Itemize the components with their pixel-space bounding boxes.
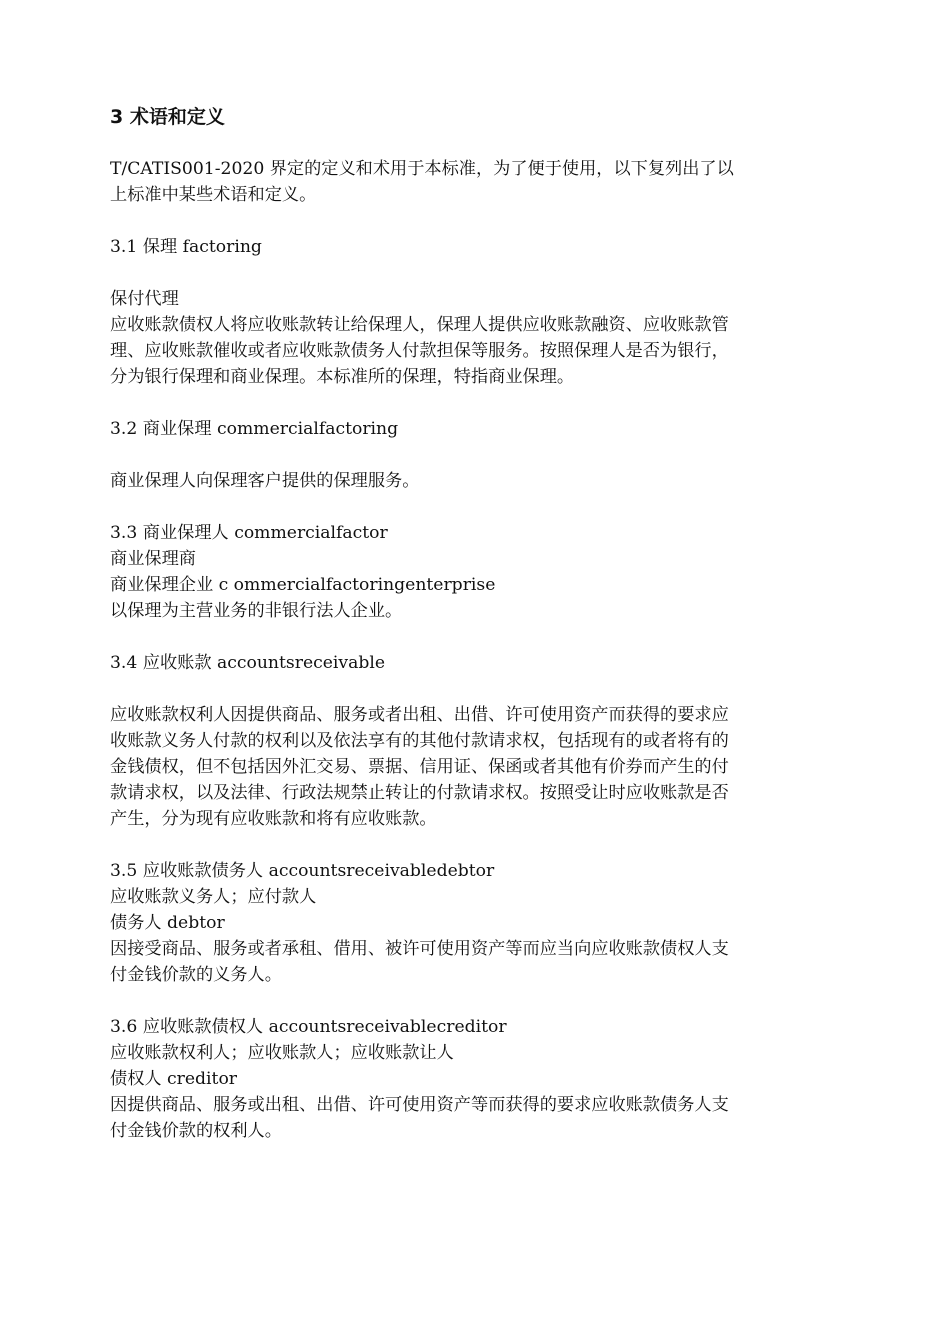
term-definition: 以保理为主营业务的非银行法人企业。 <box>110 601 403 621</box>
term-alternative: 债权人 creditor <box>110 1069 238 1089</box>
term-title: 3.2 商业保理 commercialfactoring <box>110 419 399 439</box>
term-3-3 <box>110 520 846 624</box>
definition-line: 付金钱价款的权利人。 <box>110 1121 282 1141</box>
term-title: 3.4 应收账款 accountsreceivable <box>110 653 386 673</box>
term-3-5 <box>110 858 846 988</box>
term-title: 3.6 应收账款债权人 accountsreceivablecreditor <box>110 1017 507 1037</box>
term-3-6 <box>110 1014 846 1144</box>
definition-line: 产生，分为现有应收账款和将有应收账款。 <box>110 809 437 829</box>
definition-line: 理、应收账款催收或者应收账款债务人付款担保等服务。按照保理人是否为银行， <box>110 341 729 361</box>
term-alternative: 应收账款权利人；应收账款人；应收账款让人 <box>110 1043 454 1063</box>
term-alternative: 应收账款义务人；应付款人 <box>110 887 317 907</box>
definition-line: 款请求权，以及法律、行政法规禁止转让的付款请求权。按照受让时应收账款是否 <box>110 783 729 803</box>
definition-line: 收账款义务人付款的权利以及依法享有的其他付款请求权，包括现有的或者将有的 <box>110 731 729 751</box>
intro-line: T/CATIS001-2020 界定的定义和术用于本标准，为了便于使用，以下复列出了以 <box>110 159 734 179</box>
term-title: 3.1 保理 factoring <box>110 237 262 257</box>
term-alternative: 商业保理企业 c ommercialfactoringenterprise <box>110 575 496 595</box>
term-3-2 <box>110 416 846 494</box>
term-alternative: 保付代理 <box>110 289 179 309</box>
term-alternative: 债务人 debtor <box>110 913 225 933</box>
term-title: 3.5 应收账款债务人 accountsreceivabledebtor <box>110 861 495 881</box>
intro-line: 上标准中某些术语和定义。 <box>110 185 317 205</box>
term-alternative: 商业保理商 <box>110 549 196 569</box>
section-heading: 3 术语和定义 <box>110 106 225 128</box>
document-page <box>110 104 846 1144</box>
definition-line: 金钱债权，但不包括因外汇交易、票据、信用证、保函或者其他有价券而产生的付 <box>110 757 729 777</box>
definition-line: 应收账款债权人将应收账款转让给保理人，保理人提供应收账款融资、应收账款管 <box>110 315 729 335</box>
definition-line: 分为银行保理和商业保理。本标准所的保理，特指商业保理。 <box>110 367 575 387</box>
term-3-1 <box>110 234 846 390</box>
definition-line: 因提供商品、服务或出租、出借、许可使用资产等而获得的要求应收账款债务人支 <box>110 1095 729 1115</box>
definition-line: 付金钱价款的义务人。 <box>110 965 282 985</box>
term-3-4 <box>110 650 846 832</box>
intro-paragraph <box>110 156 846 208</box>
definition-line: 应收账款权利人因提供商品、服务或者出租、出借、许可使用资产而获得的要求应 <box>110 705 729 725</box>
definition-line: 因接受商品、服务或者承租、借用、被许可使用资产等而应当向应收账款债权人支 <box>110 939 729 959</box>
term-definition: 商业保理人向保理客户提供的保理服务。 <box>110 471 420 491</box>
term-title: 3.3 商业保理人 commercialfactor <box>110 523 388 543</box>
